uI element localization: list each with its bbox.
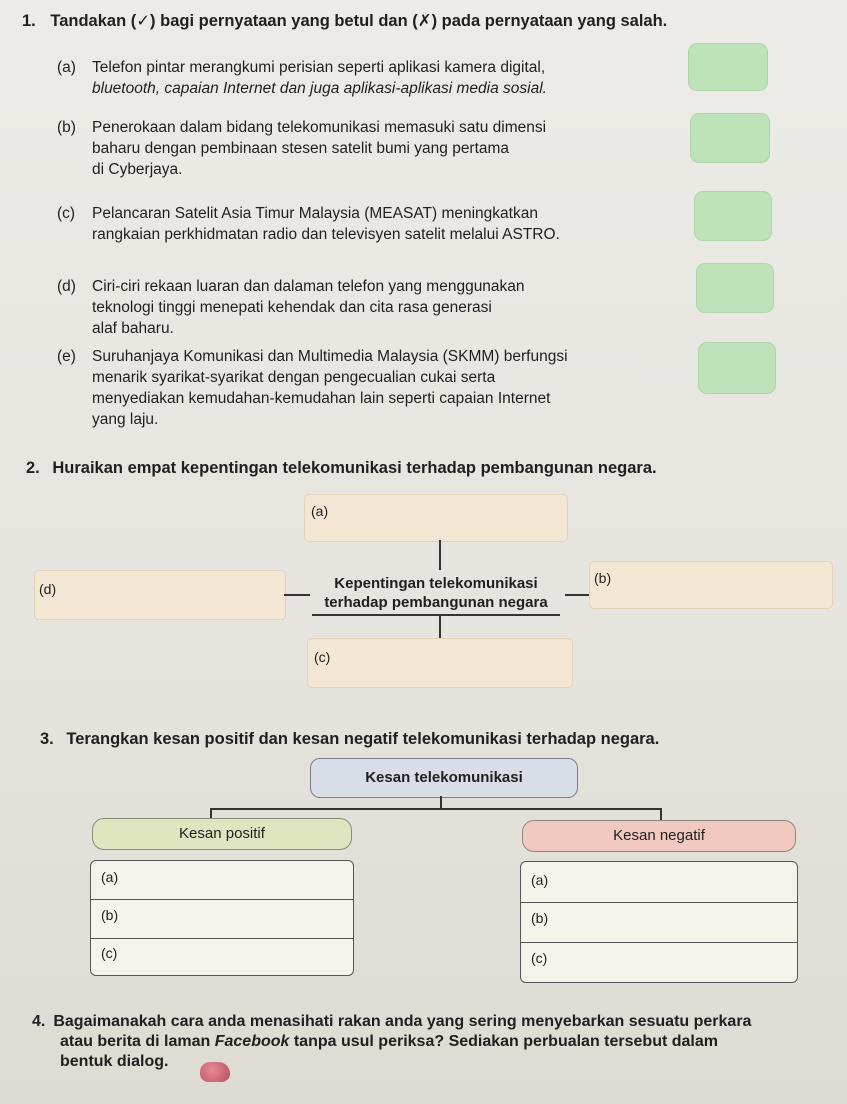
row-divider — [91, 899, 353, 900]
q1-item-e — [57, 346, 687, 436]
answer-box-c[interactable] — [694, 191, 772, 241]
q3-text: Terangkan kesan positif dan kesan negatif telekomunikasi terhadap negara. — [66, 730, 660, 748]
q2-number: 2. — [26, 459, 40, 477]
answer-box-d[interactable] — [696, 263, 774, 313]
negative-row-c[interactable]: (c) — [531, 950, 548, 966]
item-label: (b) — [57, 119, 76, 136]
q2-text-bold: empat — [127, 459, 177, 477]
connector-line — [440, 796, 442, 808]
item-line: bluetooth, capaian Internet dan juga aplikasi-aplikasi media sosial. — [92, 80, 547, 97]
q2-prompt — [26, 458, 826, 479]
answer-box-a[interactable] — [688, 43, 768, 91]
center-title-line1: Kepentingan telekomunikasi — [334, 575, 538, 592]
q2-box-c[interactable] — [307, 638, 573, 688]
q2-box-d[interactable] — [34, 570, 286, 620]
row-divider — [521, 942, 797, 943]
item-line: baharu dengan pembinaan stesen satelit bumi yang pertama — [92, 140, 510, 157]
positive-row-b[interactable]: (b) — [101, 907, 119, 923]
q3-number: 3. — [40, 730, 54, 748]
connector-line — [660, 808, 662, 820]
item-line: yang laju. — [92, 411, 159, 428]
item-label: (c) — [57, 205, 76, 222]
connector-line — [210, 808, 662, 810]
q2-text-after: kepentingan telekomunikasi terhadap pembangunan negara. — [176, 459, 657, 477]
negative-row-b[interactable]: (b) — [531, 910, 549, 926]
answer-box-e[interactable] — [698, 342, 776, 394]
item-line: menarik syarikat-syarikat dengan pengecualian cukai serta — [92, 369, 496, 386]
q3-prompt — [40, 729, 830, 750]
item-line: menyediakan kemudahan-kemudahan lain seperti capaian Internet — [92, 390, 551, 407]
item-line: teknologi tinggi menepati kehendak dan cita rasa generasi — [92, 299, 492, 316]
item-line: di Cyberjaya. — [92, 161, 183, 178]
q1-item-a — [57, 57, 677, 103]
item-line: Penerokaan dalam bidang telekomunikasi memasuki satu dimensi — [92, 119, 547, 136]
positive-table — [90, 860, 354, 976]
negative-table — [520, 861, 798, 983]
connector-line — [439, 540, 441, 570]
item-line: Pelancaran Satelit Asia Timur Malaysia (MEASAT) meningkatkan — [92, 205, 538, 222]
q2-text-before: Huraikan — [52, 459, 128, 477]
q2-box-a[interactable] — [304, 494, 568, 542]
positive-row-a[interactable]: (a) — [101, 869, 119, 885]
q2-box-b[interactable] — [589, 561, 833, 609]
item-line: Suruhanjaya Komunikasi dan Multimedia Malaysia (SKMM) berfungsi — [92, 348, 568, 365]
connector-line — [284, 594, 310, 596]
q1-prompt — [22, 11, 822, 32]
item-line: rangkaian perkhidmatan radio dan televisyen satelit melalui ASTRO. — [92, 226, 560, 243]
q1-item-b — [57, 117, 677, 185]
negative-row-a[interactable]: (a) — [531, 872, 549, 888]
q1-number: 1. — [22, 12, 36, 30]
connector-line — [439, 616, 441, 638]
q2-box-a-label: (a) — [311, 503, 329, 519]
connector-line — [565, 594, 589, 596]
item-label: (d) — [57, 278, 76, 295]
brain-icon — [200, 1062, 230, 1082]
q4-line1: Bagaimanakah cara anda menasihati rakan anda yang sering menyebarkan sesuatu perkara — [53, 1013, 752, 1030]
q2-box-b-label: (b) — [594, 570, 612, 586]
q2-box-d-label: (d) — [39, 581, 57, 597]
item-line: alaf baharu. — [92, 320, 174, 337]
q2-center-title — [308, 574, 564, 612]
q2-box-c-label: (c) — [314, 649, 331, 665]
q4-line2-before: atau berita di laman — [60, 1033, 215, 1050]
item-line: Telefon pintar merangkumi perisian seperti aplikasi kamera digital, — [92, 59, 546, 76]
q1-text: Tandakan (✓) bagi pernyataan yang betul dan (✗) pada pernyataan yang salah. — [50, 12, 668, 30]
q4-line2-italic: Facebook — [214, 1033, 290, 1050]
q1-item-c — [57, 203, 687, 249]
q4-number: 4. — [32, 1013, 46, 1030]
answer-box-b[interactable] — [690, 113, 770, 163]
q3-header: Kesan telekomunikasi — [310, 758, 578, 798]
negative-header: Kesan negatif — [522, 820, 796, 852]
row-divider — [91, 938, 353, 939]
item-line: Ciri-ciri rekaan luaran dan dalaman telefon yang menggunakan — [92, 278, 525, 295]
item-label: (e) — [57, 348, 76, 365]
q4-line3: bentuk dialog. — [60, 1053, 169, 1070]
item-label: (a) — [57, 59, 76, 76]
center-underline — [312, 614, 560, 616]
connector-line — [210, 808, 212, 818]
positive-row-c[interactable]: (c) — [101, 945, 118, 961]
row-divider — [521, 902, 797, 903]
q1-item-d — [57, 276, 677, 344]
positive-header: Kesan positif — [92, 818, 352, 850]
center-title-line2: terhadap pembangunan negara — [324, 594, 548, 611]
q4-line2-after: tanpa usul periksa? Sediakan perbualan tersebut dalam — [289, 1033, 718, 1050]
q4-prompt — [32, 1012, 844, 1072]
